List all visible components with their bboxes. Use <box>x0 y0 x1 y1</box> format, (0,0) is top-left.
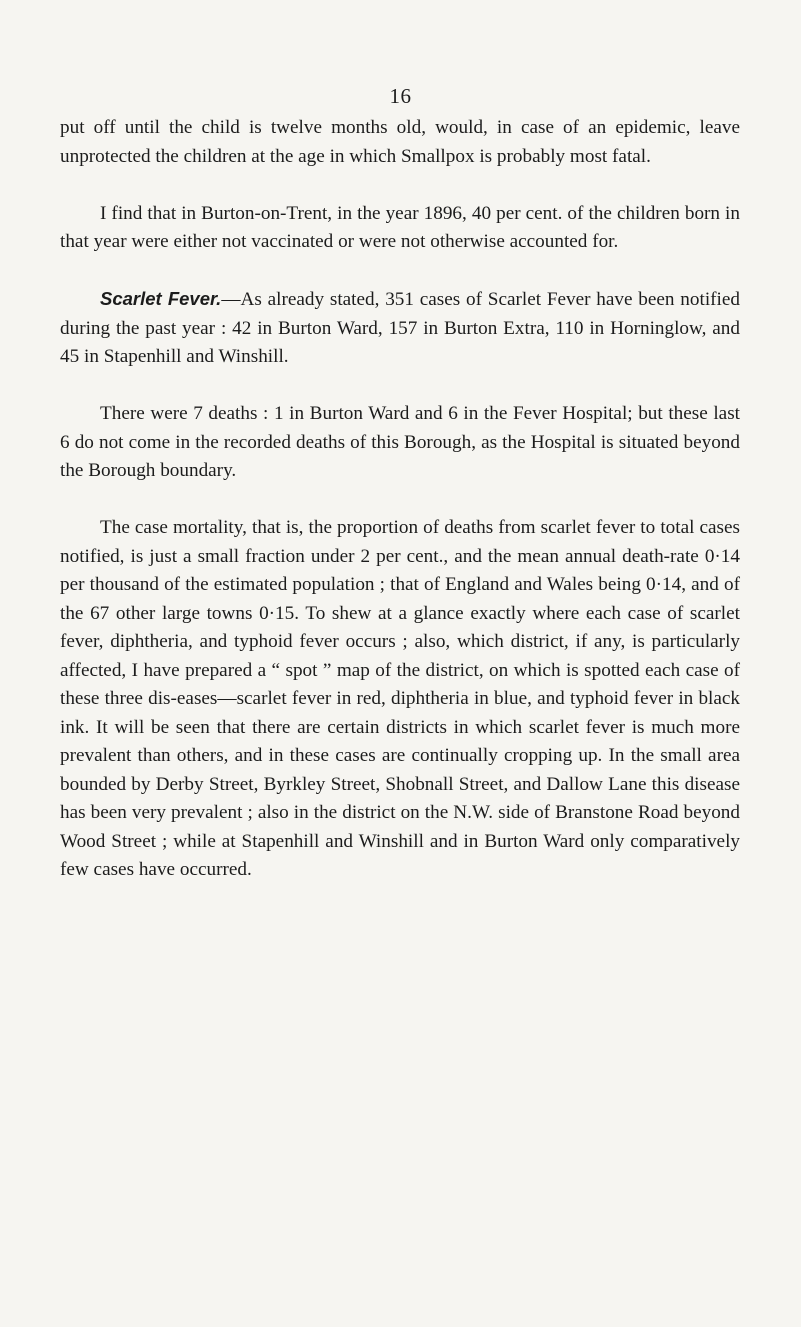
paragraph-continuation: put off until the child is twelve months old, would, in case of an epidemic, leave unprotected the children at the age in which Smallpox is probably most fatal. <box>60 117 740 167</box>
paragraph-case-mortality: The case mortality, that is, the proportion of deaths from scarlet fever to total cases notified, is just a small fraction under 2 per cent., and the mean annual death-rate 0·14 per thousand of the estimated population ; that of England and Wales being 0·14, and of the 67 other large towns 0·15. To shew at a glance exactly where each case of scarlet fever, diphtheria, and typhoid fever occurs ; also, which district, if any, is particularly affected, I have prepared a “ spot ” map of the district, on which is spotted each case of these three dis-eases—scarlet fever in red, diphtheria in blue, and typhoid fever in black ink. It will be seen that there are certain districts in which scarlet fever is much more prevalent than others, and in these cases are continually cropping up. In the small area bounded by Derby Street, Byrkley Street, Shobnall Street, and Dallow Lane this disease has been very prevalent ; also in the district on the N.W. side of Branstone Road beyond Wood Street ; while at Stapenhill and Winshill and in Burton Ward only comparatively few cases have occurred. <box>60 517 740 880</box>
paragraph-scarlet-fever <box>60 285 740 372</box>
paragraph-deaths: There were 7 deaths : 1 in Burton Ward and 6 in the Fever Hospital; but these last 6 do not come in the recorded deaths of this Borough, as the Hospital is situated beyond the Borough boundary. <box>60 403 740 481</box>
body-text <box>60 114 740 885</box>
paragraph-scarlet-fever-text: —As already stated, 351 cases of Scarlet Fever have been notified during the past year : 42 in Burton Ward, 157 in Burton Extra, 110 in Horninglow, and 45 in Stapenhill and Winshill. <box>60 289 740 367</box>
section-heading-scarlet-fever: Scarlet Fever. <box>100 288 222 309</box>
paragraph-vaccination: I find that in Burton-on-Trent, in the year 1896, 40 per cent. of the children born in that year were either not vaccinated or were not otherwise accounted for. <box>60 202 740 252</box>
page-number: 16 <box>389 84 412 108</box>
